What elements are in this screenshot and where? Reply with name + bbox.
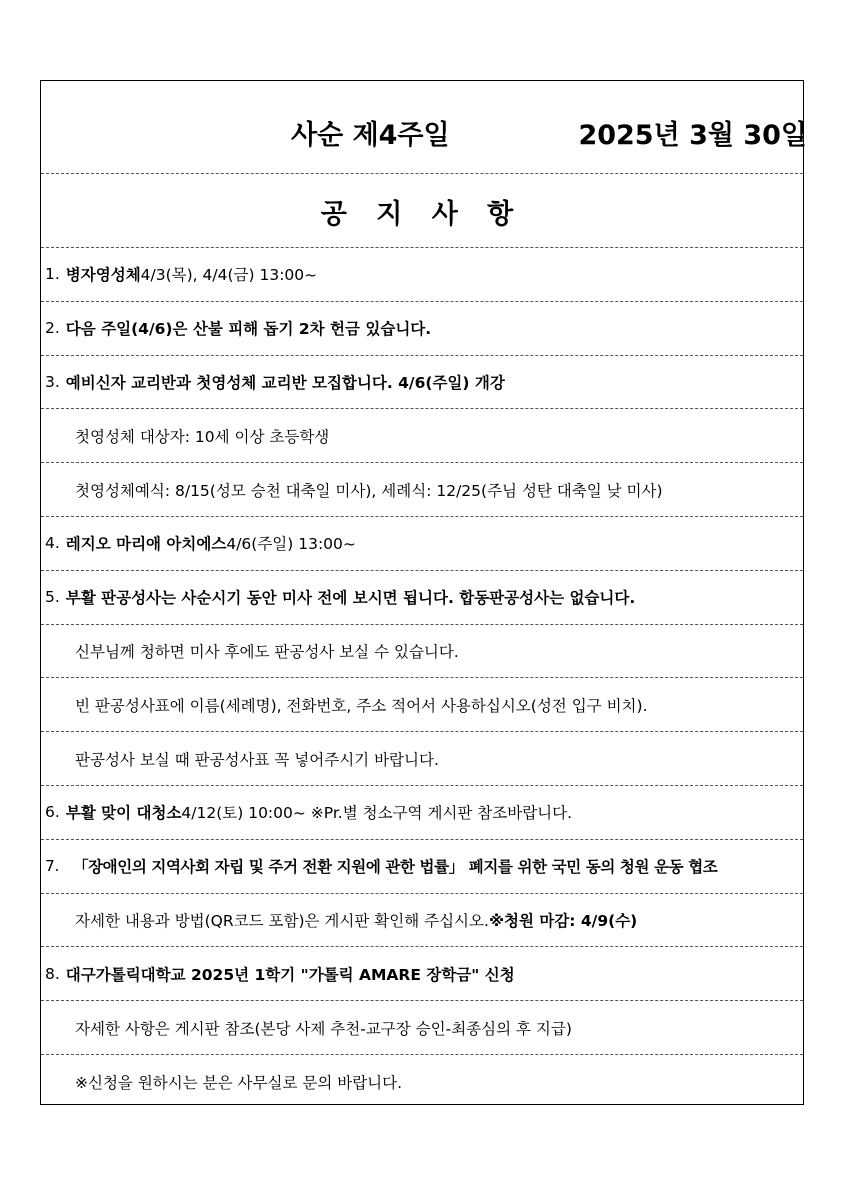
- item-heading: 부활 판공성사는 사순시기 동안 미사 전에 보시면 됩니다. 합동판공성사는 없습니다.: [65, 589, 636, 608]
- bulletin-date: 2025년 3월 30일: [578, 120, 807, 151]
- item-heading: 「장애인의 지역사회 자립 및 주거 전환 지원에 관한 법률」 폐지를 위한 국민 동의 청원 운동 협조: [73, 858, 718, 877]
- subitem-text: 빈 판공성사표에 이름(세례명), 전화번호, 주소 적어서 사용하십시오(성전 입구 비치).: [75, 696, 648, 715]
- item-detail: 4/12(토) 10:00~ ※Pr.별 청소구역 게시판 참조바랍니다.: [181, 804, 573, 823]
- item-detail: 4/6(주일) 13:00~: [226, 535, 356, 554]
- liturgical-day: 사순 제4주일: [291, 120, 450, 151]
- notice-title-row: [41, 174, 803, 248]
- item-number: 8.: [45, 964, 60, 983]
- notice-subitem: [41, 678, 803, 732]
- notice-subitem: [41, 625, 803, 679]
- item-heading: 병자영성체: [65, 266, 141, 285]
- item-detail: 4/3(목), 4/4(금) 13:00~: [140, 266, 318, 285]
- notice-subitem: [41, 463, 803, 517]
- subitem-text: 첫영성체 대상자: 10세 이상 초등학생: [75, 427, 330, 446]
- notice-subitem: [41, 732, 803, 786]
- item-number: 4.: [45, 534, 60, 553]
- bulletin-header: [41, 81, 807, 174]
- notice-item-3: [41, 356, 803, 410]
- item-heading: 예비신자 교리반과 첫영성체 교리반 모집합니다. 4/6(주일) 개강: [65, 373, 505, 392]
- item-heading: 대구가톨릭대학교 2025년 1학기 "가톨릭 AMARE 장학금" 신청: [65, 965, 515, 984]
- petition-deadline: ※청원 마감: 4/9(수): [488, 911, 638, 930]
- subitem-text: 신부님께 청하면 미사 후에도 판공성사 보실 수 있습니다.: [75, 642, 459, 661]
- notice-item-6: [41, 786, 803, 840]
- notice-item-7: [41, 840, 803, 894]
- subitem-text: ※신청을 원하시는 분은 사무실로 문의 바랍니다.: [75, 1073, 403, 1092]
- item-heading: 부활 맞이 대청소: [65, 804, 182, 823]
- notice-item-1: [41, 248, 803, 302]
- item-heading: 레지오 마리애 아치에스: [65, 535, 227, 554]
- notice-title: 공 지 사 항: [320, 199, 524, 230]
- item-number: 3.: [45, 372, 60, 391]
- notice-item-8: [41, 947, 803, 1001]
- subitem-text: 첫영성체예식: 8/15(성모 승천 대축일 미사), 세례식: 12/25(주님 성탄 대축일 낮 미사): [75, 481, 663, 500]
- item-number: 2.: [45, 319, 60, 338]
- notice-subitem: [41, 409, 803, 463]
- subitem-text: 자세한 사항은 게시판 참조(본당 사제 추천-교구장 승인-최종심의 후 지급): [75, 1019, 572, 1038]
- item-number: 7.: [45, 857, 59, 876]
- subitem-text: 자세한 내용과 방법(QR코드 포함)은 게시판 확인해 주십시오.: [75, 911, 489, 930]
- item-number: 1.: [45, 265, 60, 284]
- notice-subitem: [41, 1001, 803, 1055]
- notice-item-4: [41, 517, 803, 571]
- notice-item-5: [41, 571, 803, 625]
- item-number: 5.: [45, 588, 60, 607]
- item-number: 6.: [45, 803, 60, 822]
- notice-item-2: [41, 302, 803, 356]
- subitem-text: 판공성사 보실 때 판공성사표 꼭 넣어주시기 바랍니다.: [75, 750, 439, 769]
- notice-sheet: [40, 80, 807, 1105]
- notice-subitem: [41, 894, 803, 948]
- item-heading: 다음 주일(4/6)은 산불 피해 돕기 2차 헌금 있습니다.: [65, 320, 432, 339]
- notice-subitem: [41, 1055, 803, 1109]
